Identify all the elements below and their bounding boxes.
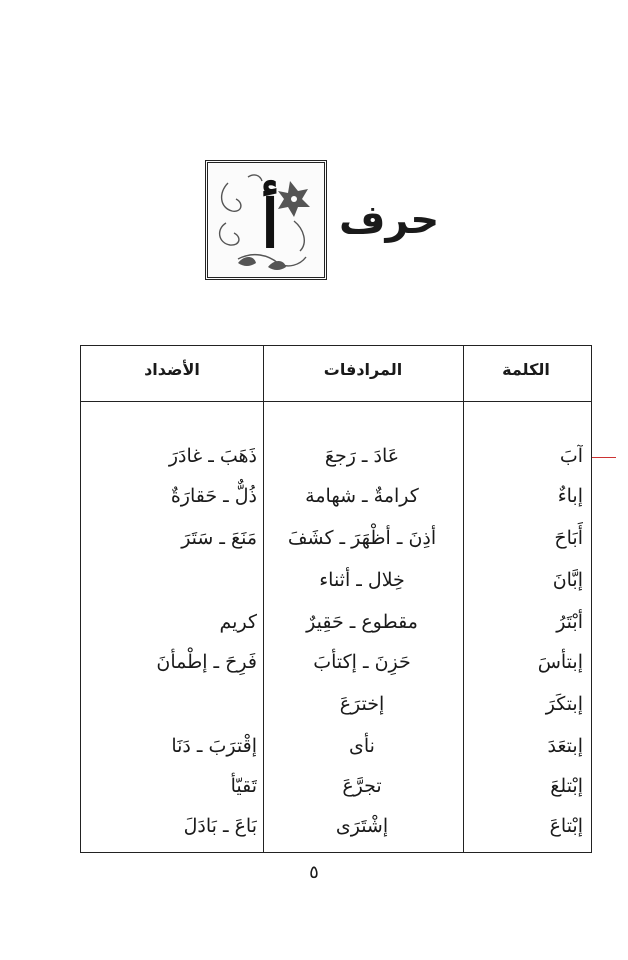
word-cell: إبَّانَ — [552, 569, 583, 591]
antonyms-cell: إقْترَبَ ـ دَنَا — [171, 735, 257, 757]
synonyms-cell: تجرَّعَ — [342, 775, 382, 797]
synonyms-cell: إشْتَرَى — [335, 815, 389, 837]
chapter-header — [205, 160, 440, 280]
table-row — [81, 476, 591, 516]
synonyms-cell: حَزِنَ ـ إكتأبَ — [313, 651, 411, 673]
synonyms-antonyms-table — [80, 345, 592, 853]
word-cell: إبْتلعَ — [550, 775, 583, 797]
word-cell: إباءٌ — [557, 485, 583, 507]
synonyms-cell: إخترَعَ — [339, 693, 385, 715]
table-row — [81, 602, 591, 642]
column-header-synonyms: المرادفات — [323, 360, 403, 379]
word-cell: إبْتاعَ — [549, 815, 583, 837]
synonyms-cell: خِلال ـ أثناء — [319, 569, 405, 591]
table-row — [81, 518, 591, 558]
antonyms-cell: فَرِحَ ـ إطْمأنَ — [156, 651, 257, 673]
word-cell: أبْتَرُ — [556, 611, 583, 633]
word-cell: إبتعَدَ — [547, 735, 583, 757]
antonyms-cell: ذَهَبَ ـ غادَرَ — [168, 445, 257, 467]
word-cell: أَبَاحَ — [554, 527, 583, 549]
page-number: ٥ — [309, 862, 319, 883]
table-row — [81, 642, 591, 682]
chapter-title: حرف — [339, 197, 440, 243]
decorated-letter-box — [205, 160, 327, 280]
column-header-antonyms: الأضداد — [144, 360, 200, 379]
margin-mark — [592, 457, 616, 458]
column-header-word: الكلمة — [502, 360, 550, 379]
antonyms-cell — [87, 560, 257, 600]
table-row — [81, 560, 591, 600]
synonyms-cell: نأى — [349, 735, 375, 757]
synonyms-cell: كرامةٌ ـ شهامة — [305, 485, 419, 507]
antonyms-cell — [87, 684, 257, 724]
synonyms-cell: أذِنَ ـ أظْهَرَ ـ كشَفَ — [287, 527, 437, 549]
table-row — [81, 436, 591, 476]
table-row — [81, 684, 591, 724]
synonyms-cell: مقطوع ـ حَقِيرٌ — [306, 611, 418, 633]
header-divider — [81, 401, 591, 402]
antonyms-cell: ذُلٌّ ـ حَقارَةٌ — [170, 485, 257, 507]
word-cell: إبتأسَ — [537, 651, 583, 673]
word-cell: إبتكَرَ — [545, 693, 583, 715]
antonyms-cell: كريم — [219, 611, 257, 633]
large-letter: أ — [260, 185, 280, 263]
table-row — [81, 726, 591, 766]
antonyms-cell: مَنَعَ ـ سَتَرَ — [181, 527, 257, 549]
antonyms-cell: تَقيّأ — [230, 775, 257, 797]
floral-ornament-icon — [208, 163, 324, 277]
word-cell: آبَ — [559, 445, 583, 467]
synonyms-cell: عَادَ ـ رَجعَ — [324, 445, 400, 467]
antonyms-cell: بَاعَ ـ بَادَلَ — [183, 815, 257, 837]
table-row — [81, 806, 591, 846]
table-row — [81, 766, 591, 806]
